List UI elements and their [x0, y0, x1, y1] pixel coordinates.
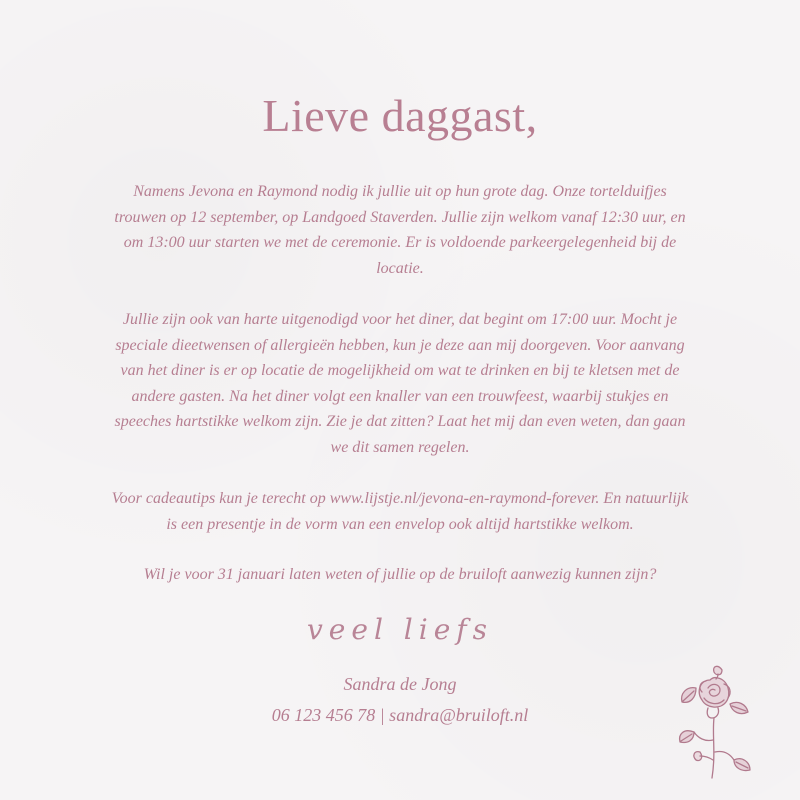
page-title: Lieve daggast,	[262, 90, 538, 141]
signoff-script: veel liefs	[306, 613, 494, 646]
paragraph-dinner: Jullie zijn ook van harte uitgenodigd voor het diner, dat begint om 17:00 uur. Mocht je speciale dieetwensen of allergieën hebben, kun je deze aan mij doorgeven. Voor aanvang van het diner is er op locatie de mogelijkheid om wat te drinken en bij te kletsen met de andere gasten. Na het diner volgt een knaller van een trouwfeest, waarbij stukjes en speeches hartstikke welkom zijn. Zie je dat zitten? Laat het mij dan even weten, dan gaan we dit samen regelen.	[114, 311, 686, 456]
sender-name: Sandra de Jong	[343, 674, 457, 694]
sender-contact: 06 123 456 78 | sandra@bruiloft.nl	[271, 705, 529, 725]
rose-icon	[672, 660, 754, 780]
paragraph-rsvp: Wil je voor 31 januari laten weten of jullie op de bruiloft aanwezig kunnen zijn?	[143, 566, 657, 583]
paragraph-ceremony: Namens Jevona en Raymond nodig ik jullie uit op hun grote dag. Onze tortelduifjes trouwen op 12 september, op Landgoed Staverden. Jullie zijn welkom vanaf 12:30 uur, en om 13:00 uur starten we met de ceremonie. Er is voldoende parkeergelegenheid bij de locatie.	[114, 183, 686, 277]
paragraph-gifts: Voor cadeautips kun je terecht op www.lijstje.nl/jevona-en-raymond-forever. En natuurlijk is een presentje in de vorm van een envelop ook altijd hartstikke welkom.	[111, 490, 689, 533]
